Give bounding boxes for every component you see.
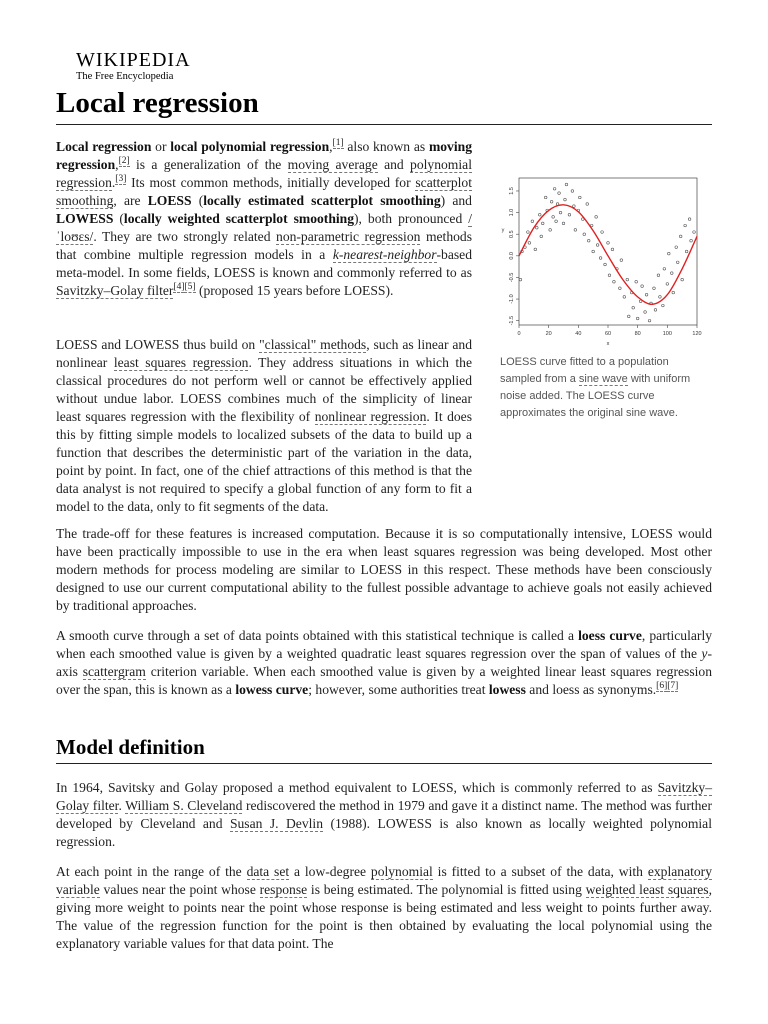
term-lowess-expansion: locally weighted scatterplot smoothing [123, 211, 355, 226]
y-tick-label: -0.5 [509, 272, 515, 283]
citation-1[interactable]: [1] [332, 138, 344, 149]
y-axis-label: y [501, 227, 505, 234]
data-point [627, 315, 630, 318]
link-william-cleveland[interactable]: William S. Cleveland [125, 798, 243, 813]
data-point [601, 231, 604, 234]
data-point [519, 278, 522, 281]
data-point [562, 222, 565, 225]
page-title: Local regression [56, 84, 712, 125]
text: is being estimated. The polynomial is fitted using [307, 882, 586, 897]
data-point [620, 259, 623, 262]
data-point [663, 267, 666, 270]
data-point [641, 285, 644, 288]
x-tick-label: 20 [545, 331, 552, 337]
data-point [607, 242, 610, 245]
data-point [558, 192, 561, 195]
wikipedia-logo[interactable] [76, 49, 191, 82]
y-tick-label: 0.5 [509, 230, 515, 239]
section-heading-model-definition: Model definition [56, 732, 712, 764]
data-point [540, 235, 543, 238]
link-nonlinear-regression[interactable]: nonlinear regression [314, 409, 427, 424]
data-point [527, 231, 530, 234]
text: values near the point whose [99, 882, 260, 897]
data-point [608, 274, 611, 277]
citation-6[interactable]: [6] [656, 681, 668, 692]
term-lowess-curve: lowess curve [235, 682, 309, 697]
link-response[interactable]: response [259, 882, 308, 897]
data-point [534, 248, 537, 251]
loess-curve-line [519, 205, 697, 304]
term-local-regression: Local regression [56, 139, 152, 154]
link-savitzky-golay-filter[interactable]: Savitzky–Golay filter [56, 283, 174, 298]
data-point [657, 274, 660, 277]
data-point [675, 246, 678, 249]
link-pronunciation[interactable]: /ˈloʊɛs/ [56, 211, 472, 244]
x-tick-label: 0 [517, 331, 521, 337]
data-point [659, 296, 662, 299]
data-point [666, 283, 669, 286]
data-point [564, 198, 567, 201]
text: LOESS and LOWESS thus build on [56, 337, 260, 352]
logo-tagline: The Free Encyclopedia [76, 71, 174, 82]
x-tick-label: 120 [692, 331, 702, 337]
text: ) and [440, 193, 472, 208]
data-point [579, 196, 582, 199]
text: At each point in the range of the [56, 864, 247, 879]
term-moving-regression: moving regression [56, 139, 472, 172]
link-sine-wave[interactable]: sine wave [578, 373, 628, 385]
text: or [151, 139, 171, 154]
y-tick-label: 1.5 [509, 187, 515, 195]
link-non-parametric-regression[interactable]: non-parametric regression [276, 229, 421, 244]
data-point [596, 244, 599, 247]
text: , [115, 157, 119, 172]
text: ( [113, 211, 124, 226]
y-tick-label: 0.0 [509, 251, 515, 260]
text: ( [191, 193, 204, 208]
data-point [574, 229, 577, 232]
paragraph-4 [56, 627, 712, 699]
figure-caption [497, 354, 709, 422]
data-point [679, 235, 682, 238]
data-point [599, 257, 602, 260]
data-point [676, 261, 679, 264]
data-point [559, 211, 562, 214]
text: , particularly when each smoothed value is given by a weighted quadratic least squares regression over the span of values of the [56, 628, 713, 661]
data-point [693, 231, 696, 234]
term-lowess: LOWESS [56, 211, 114, 226]
link-polynomial-regression[interactable]: polynomial regression [56, 157, 472, 190]
link-classical-methods[interactable]: "classical" methods [259, 337, 367, 352]
data-point [635, 280, 638, 283]
link-explanatory-variable[interactable]: explanatory variable [56, 864, 712, 897]
y-tick-label: -1.0 [509, 294, 515, 304]
text: rediscovered the method in 1979 and gave it a distinct name. The method was further developed by Cleveland and [56, 798, 712, 831]
text: . They are two strongly related [93, 229, 277, 244]
data-point [531, 220, 534, 223]
paragraph-2 [56, 336, 472, 516]
text: and [377, 157, 411, 172]
text: , such as linear and nonlinear [56, 337, 473, 370]
data-point [645, 293, 648, 296]
text: ), both pronounced [354, 211, 469, 226]
link-polynomial[interactable]: polynomial [370, 864, 433, 879]
text: -axis [56, 646, 712, 679]
intro-paragraph [56, 138, 472, 300]
data-point [644, 311, 647, 314]
link-savitzky-golay-filter-2[interactable]: Savitzky–Golay filter [56, 780, 712, 813]
link-scatterplot-smoothing[interactable]: scatterplot smoothing [56, 175, 472, 208]
data-point [672, 291, 675, 294]
text: also known as [343, 139, 429, 154]
loess-chart[interactable] [497, 170, 703, 350]
citation-2[interactable]: [2] [118, 156, 130, 167]
x-tick-label: 80 [634, 331, 641, 337]
data-point [587, 239, 590, 242]
data-point [565, 183, 568, 186]
data-point [568, 213, 571, 216]
text: is fitted to a subset of the data, with [432, 864, 648, 879]
text: Its most common methods, initially developed for [126, 175, 416, 190]
text: (proposed 15 years before LOESS). [195, 283, 394, 298]
x-tick-label: 100 [662, 331, 672, 337]
data-point [604, 263, 607, 266]
term-lowess-2: lowess [488, 682, 526, 697]
data-point [619, 287, 622, 290]
data-point [586, 203, 589, 206]
paragraph-6 [56, 863, 712, 953]
text: , are [113, 193, 148, 208]
citation-7[interactable]: [7] [667, 681, 679, 692]
paragraph-3: The trade-off for these features is increased computation. Because it is so computationally intensive, LOESS would have been practically impossible to use in the era when least squares regression was being developed. Most other modern methods for process modeling are similar to LOESS in this respect. These methods have been consciously designed to use our current computational ability to the fullest possible advantage to achieve goals not easily achieved by traditional approaches. [56, 526, 712, 613]
data-point [636, 317, 639, 320]
y-tick-label: -1.5 [509, 315, 515, 326]
data-point [648, 319, 651, 322]
text: . It does this by fitting simple models to localized subsets of the data to build up a function that describes the deterministic part of the variation in the data, point by point. In fact, one of the chief attractions of this method is that the data analyst is not required to specify a global function of any form to fit a model to the data, only to fit segments of the data. [56, 409, 473, 514]
term-loess-expansion: locally estimated scatterplot smoothing [203, 193, 441, 208]
text: and loess as synonyms. [525, 682, 657, 697]
data-point [541, 222, 544, 225]
data-point [583, 233, 586, 236]
paragraph-5 [56, 779, 712, 851]
text: is a generalization of the [129, 157, 288, 172]
data-point [555, 220, 558, 223]
text: , [329, 139, 333, 154]
data-point [528, 242, 531, 245]
link-scattergram[interactable]: scattergram [82, 664, 146, 679]
data-point [613, 280, 616, 283]
text: In 1964, Savitsky and Golay proposed a method equivalent to LOESS, which is commonly referred to as [56, 780, 658, 795]
x-axis-label: x [606, 341, 610, 347]
data-point [536, 226, 539, 229]
term-loess-curve: loess curve [578, 628, 642, 643]
data-point [653, 287, 656, 290]
data-point [592, 250, 595, 253]
link-k-nearest-neighbor[interactable]: k-nearest-neighbor [332, 247, 437, 262]
data-point [632, 306, 635, 309]
data-point [623, 296, 626, 299]
data-point [549, 229, 552, 232]
data-point [626, 278, 629, 281]
citation-3[interactable]: [3] [115, 174, 127, 185]
text: . [118, 798, 126, 813]
plot-frame [519, 178, 697, 325]
link-susan-devlin[interactable]: Susan J. Devlin [229, 816, 323, 831]
link-least-squares-regression[interactable]: least squares regression [113, 355, 249, 370]
text: A smooth curve through a set of data points obtained with this statistical technique is called a [56, 628, 579, 643]
data-point [688, 218, 691, 221]
data-point [550, 200, 553, 203]
text: criterion variable. When each smoothed value is given by a weighted linear least squares regression over the span, this is known as a [56, 664, 712, 697]
data-point [681, 278, 684, 281]
text: -based meta-model. In some fields, LOESS is known and commonly referred to as [56, 247, 472, 280]
text: , giving more weight to points near the point whose response is being estimated and less weight to points further away. The value of the regression function for the point is then obtained by evaluating the local polynomial using the explanatory variable values for that data point. The [56, 882, 712, 951]
text: LOESS curve fitted to a population sampled from a [500, 356, 669, 385]
data-point [685, 250, 688, 253]
data-point [544, 196, 547, 199]
text: . They address situations in which the classical procedures do not perform well or cannot be effectively applied without undue labor. LOESS combines much of the simplicity of linear least squares regression with the flexibility of [56, 355, 473, 424]
term-loess: LOESS [147, 193, 192, 208]
text: (1988). LOWESS is also known as locally weighted polynomial regression. [56, 816, 712, 849]
data-point [670, 272, 673, 275]
data-point [662, 304, 665, 307]
text: a low-degree [289, 864, 371, 879]
loess-figure [497, 170, 709, 422]
term-local-polynomial-regression: local polynomial regression [170, 139, 330, 154]
term-y: y [701, 646, 708, 661]
citation-5[interactable]: [5] [184, 282, 196, 293]
y-tick-label: 1.0 [509, 208, 515, 217]
data-point [668, 252, 671, 255]
data-point [684, 224, 687, 227]
data-point [538, 213, 541, 216]
link-weighted-least-squares[interactable]: weighted least squares [585, 882, 709, 897]
text: with uniform noise added. The LOESS curve approximates the original sine wave. [500, 373, 691, 419]
text: methods that combine multiple regression models in a [56, 229, 473, 262]
logo-wordmark: WIKIPEDIA [76, 49, 191, 71]
x-tick-label: 40 [575, 331, 582, 337]
x-tick-label: 60 [604, 331, 612, 337]
link-moving-average[interactable]: moving average [287, 157, 378, 172]
data-point [552, 216, 555, 219]
text: ; however, some authorities treat [308, 682, 489, 697]
data-point [571, 190, 574, 193]
text: . [111, 175, 116, 190]
link-data-set[interactable]: data set [246, 864, 290, 879]
data-point [611, 248, 614, 251]
citation-4[interactable]: [4] [173, 282, 185, 293]
data-point [595, 216, 598, 219]
data-point [690, 239, 693, 242]
data-point [654, 309, 657, 312]
data-point [553, 188, 556, 191]
